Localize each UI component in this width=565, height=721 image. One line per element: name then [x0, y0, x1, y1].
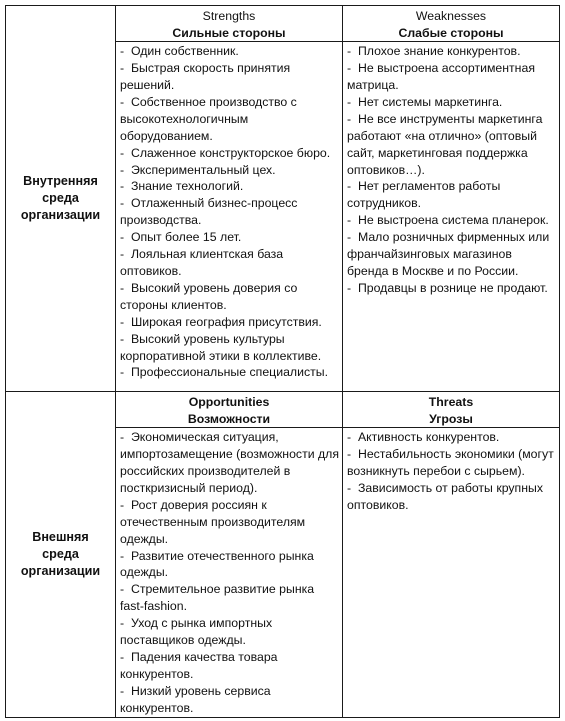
threats-title-en: Threats [428, 395, 474, 409]
list-item: - Экспериментальный цех. [120, 162, 339, 179]
list-item: - Высокий уровень культуры корпоративной этики в коллективе. [120, 331, 339, 365]
internal-row [6, 6, 560, 392]
internal-environment-label [6, 6, 116, 392]
list-item: - Рост доверия россиян к отечественным производителям одежды. [120, 497, 339, 548]
external-environment-label [6, 392, 116, 718]
list-item: - Высокий уровень доверия со стороны клиентов. [120, 280, 339, 314]
row-label-line: Внутренняя [23, 174, 98, 188]
list-item: - Профессиональные специалисты. [120, 364, 339, 381]
threats-header [343, 392, 559, 428]
strengths-title-en: Strengths [202, 9, 256, 23]
list-item: - Плохое знание конкурентов. [347, 43, 556, 60]
list-item: - Быстрая скорость принятия решений. [120, 60, 339, 94]
list-item: - Зависимость от работы крупных оптовиков. [347, 480, 556, 514]
threats-list [343, 428, 559, 514]
list-item: - Продавцы в рознице не продают. [347, 280, 556, 297]
strengths-header [116, 6, 342, 42]
list-item: - Слаженное конструкторское бюро. [120, 145, 339, 162]
weaknesses-header [343, 6, 559, 42]
row-label-line: организации [20, 208, 101, 222]
threats-cell [343, 392, 560, 718]
list-item: - Нестабильность экономики (могут возникнуть перебои с сырьем). [347, 446, 556, 480]
list-item: - Стремительное развитие рынка fast-fashion. [120, 581, 339, 615]
list-item: - Отлаженный бизнес-процесс производства. [120, 195, 339, 229]
strengths-title-ru: Сильные стороны [172, 25, 286, 40]
swot-table [5, 5, 560, 718]
list-item: - Уход с рынка импортных поставщиков одежды. [120, 615, 339, 649]
weaknesses-list [343, 42, 559, 297]
list-item: - Широкая география присутствия. [120, 314, 339, 331]
strengths-list [116, 42, 342, 381]
row-label-line: организации [20, 563, 101, 578]
opportunities-cell [116, 392, 343, 718]
list-item: - Знание технологий. [120, 178, 339, 195]
list-item: - Опыт более 15 лет. [120, 229, 339, 246]
weaknesses-title-ru: Слабые стороны [398, 25, 504, 40]
row-label-line: среда [42, 546, 79, 561]
list-item: - Собственное производство с высокотехнологичным оборудованием. [120, 94, 339, 145]
row-label-line: среда [42, 191, 79, 205]
list-item: - Развитие отечественного рынка одежды. [120, 548, 339, 582]
external-row [6, 392, 560, 718]
list-item: - Не выстроена система планерок. [347, 212, 556, 229]
threats-title-ru: Угрозы [429, 411, 473, 426]
list-item: - Нет регламентов работы сотрудников. [347, 178, 556, 212]
list-item: - Один собственник. [120, 43, 339, 60]
list-item: - Низкий уровень сервиса конкурентов. [120, 683, 339, 717]
list-item: - Падения качества товара конкурентов. [120, 649, 339, 683]
strengths-cell [116, 6, 343, 392]
row-label-line: Внешняя [32, 529, 89, 544]
list-item: - Не все инструменты маркетинга работают «на отлично» (оптовый сайт, маркетинговая поддержка оптовиков…). [347, 111, 556, 179]
opportunities-header [116, 392, 342, 428]
list-item: - Экономическая ситуация, импортозамещение (возможности для российских производителей в посткризисный период). [120, 429, 339, 497]
opportunities-list [116, 428, 342, 716]
list-item: - Мало розничных фирменных или франчайзинговых магазинов бренда в Москве и по России. [347, 229, 556, 280]
list-item: - Лояльная клиентская база оптовиков. [120, 246, 339, 280]
list-item: - Нет системы маркетинга. [347, 94, 556, 111]
list-item: - Не выстроена ассортиментная матрица. [347, 60, 556, 94]
weaknesses-title-en: Weaknesses [415, 9, 487, 23]
opportunities-title-en: Opportunities [188, 395, 270, 409]
list-item: - Активность конкурентов. [347, 429, 556, 446]
weaknesses-cell [343, 6, 560, 392]
opportunities-title-ru: Возможности [187, 411, 271, 426]
